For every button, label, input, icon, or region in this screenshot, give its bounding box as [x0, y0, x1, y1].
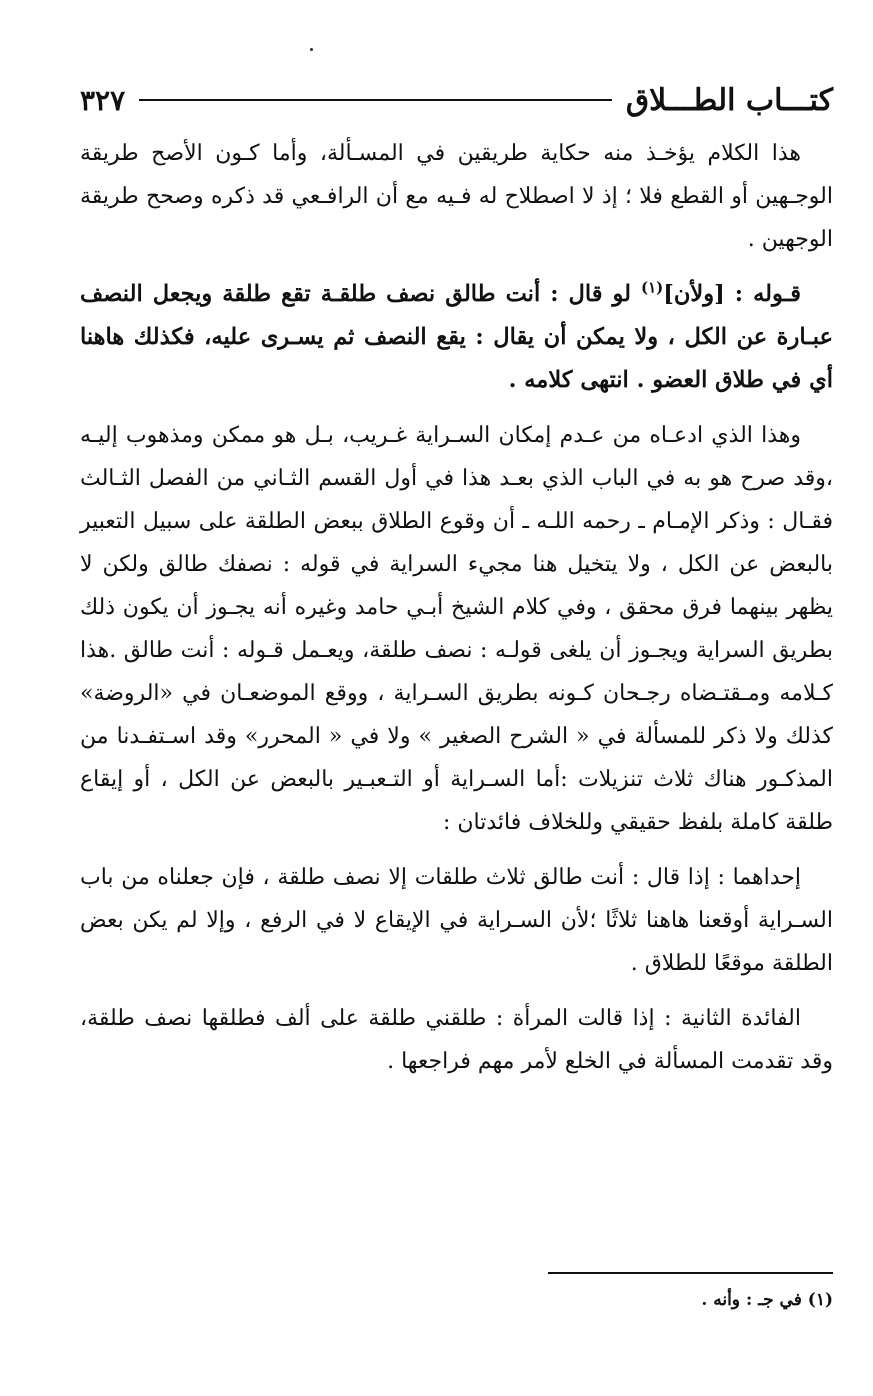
- chapter-title: كتـــاب الطـــلاق: [625, 82, 833, 118]
- footnote: (١) في جـ : وأنه .: [701, 1290, 833, 1310]
- footnote-rule: [548, 1272, 833, 1274]
- paragraph-text: وهذا الذي ادعـاه من عـدم إمكان السـراية غـريب، بـل هو ممكن ومذهوب إليـه ،وقد صرح هو به في الباب الذي بعـد هذا في أول القسم الثـاني من الفصل الثـالث فقـال : وذكر الإمـام ـ رحمه اللـه ـ أن وقوع الطلاق ببعض الطلقة على سبيل التعبير بالبعض عن الكل ، ولا يتخيل هنا مجيء السراية في قوله : نصفك طالق ولكن لا يظهر بينهما فرق محقق ، وفي كلام الشيخ أبـي حامد وغيره أنه يجـوز أن يكون ذلك بطريق السراية ويجـوز أن يلغى قولـه : نصف طلقة، ويعـمل قـوله : أنت طالق .هذا كـلامه ومـقتـضاه رجـحان كـونه بطريق السـراية ، ووقع الموضعـان في «الروضة» كذلك ولا ذكر للمسألة في « الشرح الصغير » ولا في « المحرر» وقد اسـتفـدنا من المذكـور هناك ثلاث تنزيلات :أما السـراية أو التـعبـير بالبعض عن الكل ، أو إيقاع طلقة كاملة بلفظ حقيقي وللخلاف فائدتان :: [80, 423, 834, 835]
- book-page: [80, 78, 833, 1095]
- paragraph-text: الفائدة الثانية : إذا قالت المرأة : طلقني طلقة على ألف فطلقها نصف طلقة، وقد تقدمت المسألة في الخلع لأمر مهم فراجعها .: [80, 1006, 833, 1074]
- quote-text: لو قال : أنت طالق نصف طلقـة تقع طلقة ويجعل النصف عبـارة عن الكل ، ولا يمكن أن يقال : يقع النصف ثم يسـرى عليه، فكذلك هاهنا أي في طلاق العضو . انتهى كلامه .: [80, 281, 833, 393]
- header-rule: [139, 99, 612, 101]
- paragraph: [80, 997, 833, 1083]
- quote-lead: قـوله : [ولأن]: [663, 281, 801, 307]
- running-header: [80, 78, 833, 122]
- paragraph-text: إحداهما : إذا قال : أنت طالق ثلاث طلقات إلا نصف طلقة ، فإن جعلناه من باب السـراية أوقعنا هاهنا ثلاثًا ؛لأن السـراية في الإيقاع لا في الرفع ، وإلا لم يكن بعض الطلقة موقعًا للطلاق .: [80, 865, 833, 976]
- ink-speck: [310, 48, 313, 51]
- paragraph: [80, 856, 833, 985]
- page-number: ٣٢٧: [80, 83, 126, 117]
- paragraph: [80, 132, 833, 261]
- footnote-marker: (١): [640, 278, 664, 297]
- paragraph-text: هذا الكلام يؤخـذ منه حكاية طريقين في المسـألة، وأما كـون الأصح طريقة الوجـهين أو القطع فلا ؛ إذ لا اصطلاح له فـيه مع أن الرافـعي قد ذكره وصحح طريقة الوجهين .: [80, 141, 833, 252]
- quoted-paragraph: [80, 273, 833, 402]
- paragraph: [80, 414, 833, 844]
